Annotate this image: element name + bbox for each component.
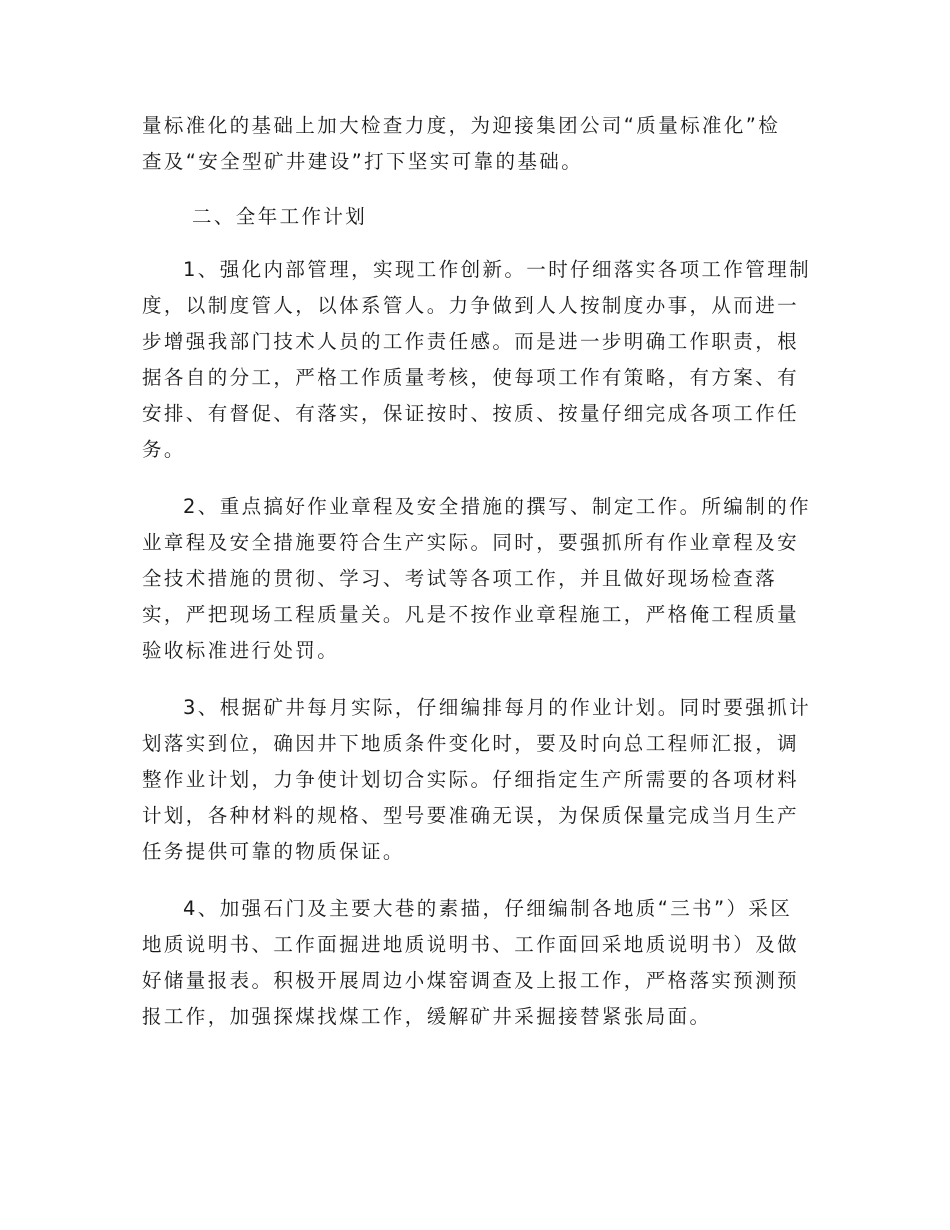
item1-line-2: 度，以制度管人，以体系管人。力争做到人人按制度办事，从而进一 <box>142 294 800 317</box>
item4-line-1: 4、加强石门及主要大巷的素描，仔细编制各地质“三书”）采区 <box>183 897 793 920</box>
item2-line-5: 验收标准进行处罚。 <box>142 639 340 662</box>
item3-line-2: 划落实到位，确因井下地质条件变化时，要及时向总工程师汇报，调 <box>142 732 800 755</box>
item3-line-1: 3、根据矿井每月实际，仔细编排每月的作业计划。同时要强抓计 <box>183 696 812 719</box>
item1-line-1: 1、强化内部管理，实现工作创新。一时仔细落实各项工作管理制 <box>183 258 812 281</box>
item1-line-6: 务。 <box>142 438 186 461</box>
item4-line-4: 报工作，加强探煤找煤工作，缓解矿井采掘接替紧张局面。 <box>142 1005 712 1028</box>
intro-line-1: 量标准化的基础上加大检查力度，为迎接集团公司“质量标准化”检 <box>142 114 781 137</box>
item3-line-5: 任务提供可靠的物质保证。 <box>142 840 405 863</box>
item1-line-5: 安排、有督促、有落实，保证按时、按质、按量仔细完成各项工作任 <box>142 402 800 425</box>
item2-line-1: 2、重点搞好作业章程及安全措施的撰写、制定工作。所编制的作 <box>183 495 812 518</box>
intro-line-2: 查及“安全型矿井建设”打下坚实可靠的基础。 <box>142 150 584 173</box>
item3-line-3: 整作业计划，力争使计划切合实际。仔细指定生产所需要的各项材料 <box>142 768 800 791</box>
item4-line-3: 好储量报表。积极开展周边小煤窑调查及上报工作，严格落实预测预 <box>142 969 800 992</box>
item1-line-4: 据各自的分工，严格工作质量考核，使每项工作有策略，有方案、有 <box>142 366 800 389</box>
section-heading: 二、全年工作计划 <box>192 205 368 228</box>
item3-line-4: 计划，各种材料的规格、型号要准确无误，为保质保量完成当月生产 <box>142 804 800 827</box>
item2-line-3: 全技术措施的贯彻、学习、考试等各项工作，并且做好现场检查落 <box>142 567 778 590</box>
item4-line-2: 地质说明书、工作面掘进地质说明书、工作面回采地质说明书）及做 <box>142 933 800 956</box>
item2-line-2: 业章程及安全措施要符合生产实际。同时，要强抓所有作业章程及安 <box>142 531 800 554</box>
item1-line-3: 步增强我部门技术人员的工作责任感。而是进一步明确工作职责，根 <box>142 330 800 353</box>
item2-line-4: 实，严把现场工程质量关。凡是不按作业章程施工，严格俺工程质量 <box>142 603 800 626</box>
